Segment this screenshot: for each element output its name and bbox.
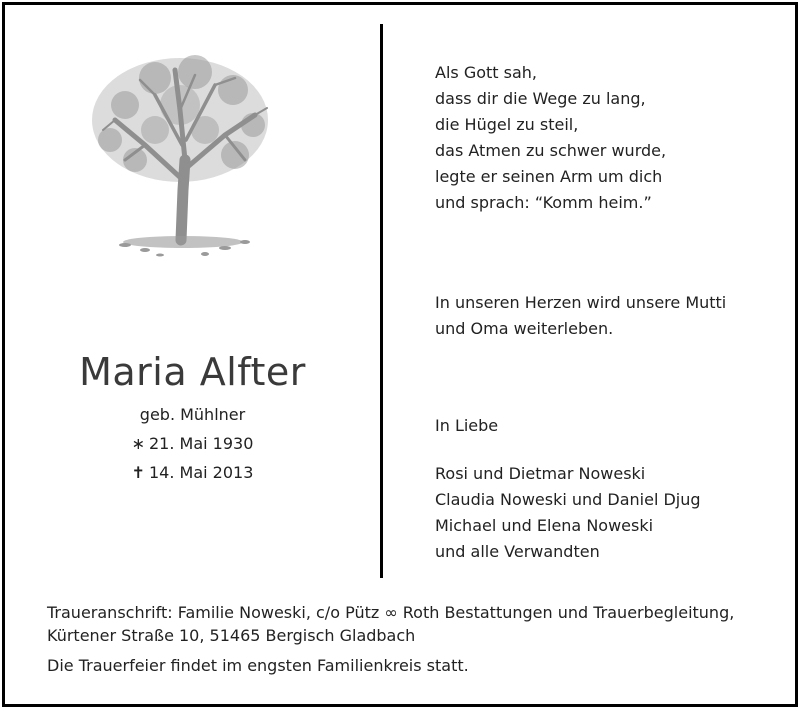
- vertical-divider: [380, 24, 383, 578]
- mourners-list: [435, 461, 701, 565]
- birth-date-line: [5, 434, 380, 453]
- mourner-line: und alle Verwandten: [435, 542, 600, 561]
- death-date-line: [5, 463, 380, 482]
- poem-line: dass dir die Wege zu lang,: [435, 89, 646, 108]
- mourner-line: Michael und Elena Noweski: [435, 516, 654, 535]
- mourner-line: Claudia Noweski und Daniel Djug: [435, 490, 701, 509]
- memory-line: und Oma weiterleben.: [435, 319, 614, 338]
- address-line-2: Kürtener Straße 10, 51465 Bergisch Gladbach: [47, 626, 416, 645]
- memory-line: In unseren Herzen wird unsere Mutti: [435, 293, 727, 312]
- in-love-text: [435, 413, 498, 439]
- tree-icon: [85, 50, 275, 260]
- poem: [435, 60, 666, 216]
- in-love-line: In Liebe: [435, 416, 499, 435]
- poem-line: das Atmen zu schwer wurde,: [435, 141, 667, 160]
- maiden-name: geb. Mühlner: [139, 405, 246, 424]
- cross-icon: ✝: [131, 463, 145, 482]
- mourner-line: Rosi und Dietmar Noweski: [435, 464, 646, 483]
- poem-line: und sprach: “Komm heim.”: [435, 193, 652, 212]
- memory-text: [435, 290, 726, 342]
- birth-star-icon: ∗: [131, 434, 145, 453]
- birth-date: 21. Mai 1930: [149, 434, 254, 453]
- poem-line: die Hügel zu steil,: [435, 115, 579, 134]
- obituary-card: [2, 2, 798, 707]
- service-note: Die Trauerfeier findet im engsten Familienkreis statt.: [47, 656, 469, 675]
- poem-line: legte er seinen Arm um dich: [435, 167, 663, 186]
- poem-line: Als Gott sah,: [435, 63, 537, 82]
- address-line-1: Traueranschrift: Familie Noweski, c/o Pütz ∞ Roth Bestattungen und Trauerbegleitung,: [47, 603, 735, 622]
- deceased-name: Maria Alfter: [79, 350, 306, 394]
- death-date: 14. Mai 2013: [149, 463, 254, 482]
